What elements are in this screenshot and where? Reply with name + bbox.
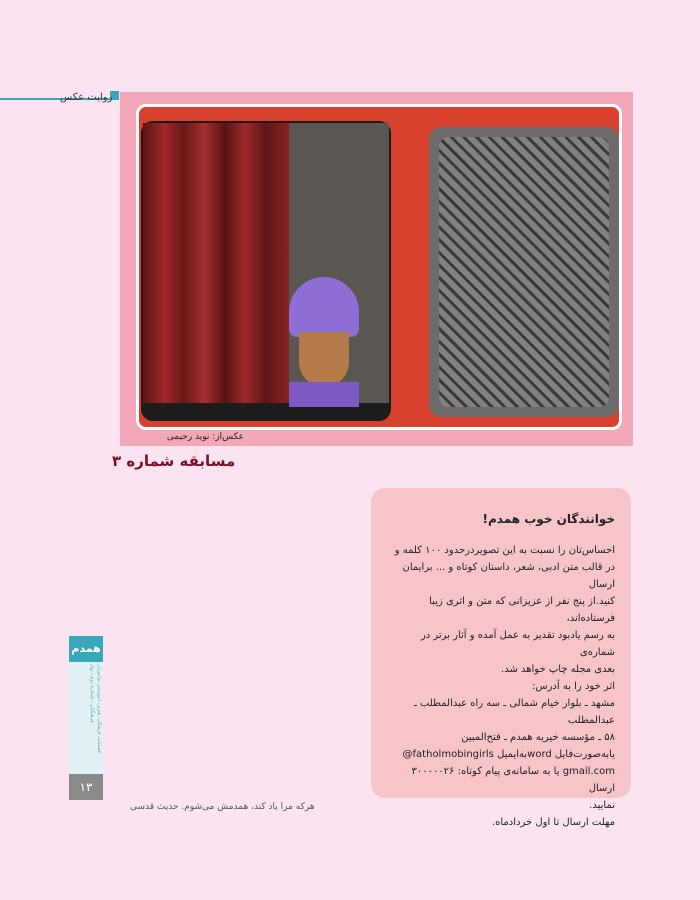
info-line: اثر خود را به آدرس: [532, 681, 615, 692]
section-label: روایت عکس [60, 92, 113, 103]
footer-quote: هرکه مرا یاد کند، همدمش می‌شوم. حدیث قدسی [130, 802, 315, 812]
photo-frame [120, 92, 633, 446]
info-box [371, 488, 631, 828]
sidebar-strip-text: فصلنامه فرهنگی، هنری، آموزشی نوآموزان فرهنگیان ـ شماره دوم ـ بهار [89, 664, 102, 753]
bus-window-photo [136, 104, 622, 430]
info-line: بعدی مجله چاپ خواهد شد. [501, 664, 615, 675]
info-heading: خوانندگان خوب همدم! [482, 512, 615, 526]
photo-caption: عکس‌از: نوید رحیمی [166, 432, 244, 442]
info-line: احساس‌تان را نسبت به این تصویردرحدود ۱۰۰ کلمه و [394, 545, 615, 556]
info-line: یابه‌صورت‌فایل wordبه‌ایمیل fatholmobingirls@ [402, 749, 615, 760]
info-body [387, 542, 615, 831]
info-line: ۵۸ ـ مؤسسه خیریه همدم ـ فتح‌المبین [461, 732, 615, 743]
magazine-logo: همدم [69, 636, 103, 662]
info-line: به رسم یادبود تقدیر به عمل آمده و آثار برتر در شماره‌ی [420, 630, 615, 658]
info-line: gmail.com یا به سامانه‌ی پیام کوتاه: ۳۰۰۰۰۰۲۶ ارسال [411, 766, 615, 794]
info-line: کنید.از پنج نفر از عزیزانی که متن و اثری زیبا فرستاده‌اند، [429, 596, 615, 624]
info-line: مهلت ارسال تا اول خردادماه. [491, 817, 615, 828]
contest-title: مسابقه شماره ۳ [112, 452, 236, 470]
tree-reflection [439, 137, 609, 407]
info-line: نمایید. [589, 800, 615, 811]
red-curtain [143, 123, 289, 403]
purple-scarf [289, 382, 359, 407]
info-line: مشهد ـ بلوار خیام شمالی ـ سه راه عبدالمطلب ـ عبدالمطلب [413, 698, 615, 726]
child-face [299, 332, 349, 387]
page-number: ۱۳ [69, 774, 103, 800]
info-line: در قالب متن ادبی، شعر، داستان کوتاه و ... برایمان ارسال [402, 562, 615, 590]
